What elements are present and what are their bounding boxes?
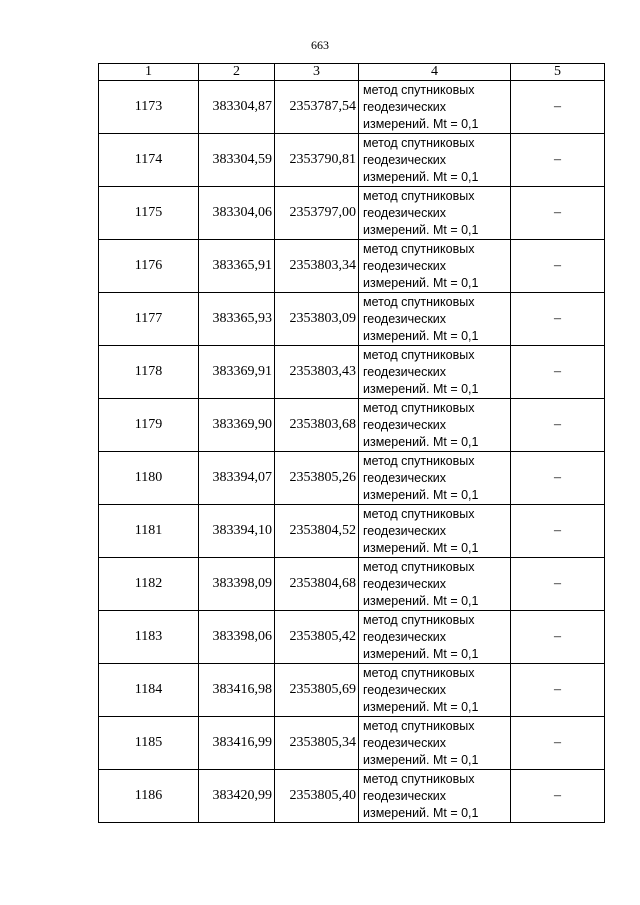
method-line: метод спутниковых — [363, 453, 475, 468]
y-coordinate-cell: 2353805,69 — [275, 664, 359, 717]
method-line: метод спутниковых — [363, 294, 475, 309]
x-coordinate-cell: 383304,59 — [199, 134, 275, 187]
method-line: измерений. Mt = 0,1 — [363, 328, 479, 343]
table-row — [99, 452, 605, 505]
y-coordinate-cell: 2353805,34 — [275, 717, 359, 770]
x-coordinate-cell: 383420,99 — [199, 770, 275, 823]
method-cell — [359, 770, 511, 823]
y-coordinate-cell: 2353803,09 — [275, 293, 359, 346]
method-line: метод спутниковых — [363, 241, 475, 256]
method-cell — [359, 399, 511, 452]
x-coordinate-cell: 383369,90 — [199, 399, 275, 452]
note-cell: – — [511, 240, 605, 293]
x-coordinate-cell: 383304,06 — [199, 187, 275, 240]
method-line: геодезических — [363, 99, 447, 114]
method-cell — [359, 611, 511, 664]
method-line: метод спутниковых — [363, 665, 475, 680]
coordinates-table — [98, 63, 605, 823]
method-cell — [359, 558, 511, 611]
method-line: измерений. Mt = 0,1 — [363, 646, 479, 661]
table-row — [99, 558, 605, 611]
method-line: метод спутниковых — [363, 506, 475, 521]
y-coordinate-cell: 2353797,00 — [275, 187, 359, 240]
note-cell: – — [511, 717, 605, 770]
method-line: измерений. Mt = 0,1 — [363, 540, 479, 555]
point-number-cell: 1185 — [99, 717, 199, 770]
note-cell: – — [511, 399, 605, 452]
x-coordinate-cell: 383394,07 — [199, 452, 275, 505]
method-line: геодезических — [363, 205, 447, 220]
method-line: метод спутниковых — [363, 400, 475, 415]
y-coordinate-cell: 2353790,81 — [275, 134, 359, 187]
y-coordinate-cell: 2353805,42 — [275, 611, 359, 664]
method-line: геодезических — [363, 735, 447, 750]
table-body — [99, 81, 605, 823]
method-cell — [359, 505, 511, 558]
method-line: измерений. Mt = 0,1 — [363, 487, 479, 502]
method-cell — [359, 664, 511, 717]
method-line: измерений. Mt = 0,1 — [363, 434, 479, 449]
method-line: измерений. Mt = 0,1 — [363, 222, 479, 237]
method-line: метод спутниковых — [363, 347, 475, 362]
method-cell — [359, 452, 511, 505]
table-row — [99, 81, 605, 134]
note-cell: – — [511, 346, 605, 399]
x-coordinate-cell: 383416,99 — [199, 717, 275, 770]
method-line: геодезических — [363, 364, 447, 379]
method-line: метод спутниковых — [363, 718, 475, 733]
table-row — [99, 770, 605, 823]
method-line: геодезических — [363, 470, 447, 485]
note-cell: – — [511, 452, 605, 505]
method-line: геодезических — [363, 523, 447, 538]
method-line: геодезических — [363, 417, 447, 432]
method-line: измерений. Mt = 0,1 — [363, 169, 479, 184]
table-row — [99, 134, 605, 187]
header-col-5: 5 — [511, 64, 605, 81]
method-line: геодезических — [363, 258, 447, 273]
y-coordinate-cell: 2353805,26 — [275, 452, 359, 505]
point-number-cell: 1186 — [99, 770, 199, 823]
table-row — [99, 717, 605, 770]
table-row — [99, 664, 605, 717]
method-line: измерений. Mt = 0,1 — [363, 699, 479, 714]
y-coordinate-cell: 2353787,54 — [275, 81, 359, 134]
page-number: 663 — [311, 38, 329, 52]
method-line: геодезических — [363, 152, 447, 167]
x-coordinate-cell: 383369,91 — [199, 346, 275, 399]
note-cell: – — [511, 187, 605, 240]
point-number-cell: 1180 — [99, 452, 199, 505]
method-line: метод спутниковых — [363, 188, 475, 203]
note-cell: – — [511, 664, 605, 717]
note-cell: – — [511, 134, 605, 187]
point-number-cell: 1183 — [99, 611, 199, 664]
method-line: метод спутниковых — [363, 612, 475, 627]
method-line: измерений. Mt = 0,1 — [363, 381, 479, 396]
x-coordinate-cell: 383398,09 — [199, 558, 275, 611]
method-cell — [359, 81, 511, 134]
point-number-cell: 1173 — [99, 81, 199, 134]
method-cell — [359, 240, 511, 293]
y-coordinate-cell: 2353803,43 — [275, 346, 359, 399]
x-coordinate-cell: 383398,06 — [199, 611, 275, 664]
x-coordinate-cell: 383365,93 — [199, 293, 275, 346]
method-line: измерений. Mt = 0,1 — [363, 275, 479, 290]
method-line: метод спутниковых — [363, 771, 475, 786]
table-header-row — [99, 64, 605, 81]
method-cell — [359, 346, 511, 399]
x-coordinate-cell: 383416,98 — [199, 664, 275, 717]
method-line: измерений. Mt = 0,1 — [363, 752, 479, 767]
table-row — [99, 346, 605, 399]
point-number-cell: 1174 — [99, 134, 199, 187]
note-cell: – — [511, 293, 605, 346]
note-cell: – — [511, 505, 605, 558]
y-coordinate-cell: 2353803,34 — [275, 240, 359, 293]
point-number-cell: 1179 — [99, 399, 199, 452]
point-number-cell: 1181 — [99, 505, 199, 558]
method-line: геодезических — [363, 629, 447, 644]
note-cell: – — [511, 558, 605, 611]
method-line: измерений. Mt = 0,1 — [363, 805, 479, 820]
method-line: метод спутниковых — [363, 559, 475, 574]
y-coordinate-cell: 2353805,40 — [275, 770, 359, 823]
method-line: геодезических — [363, 576, 447, 591]
x-coordinate-cell: 383304,87 — [199, 81, 275, 134]
header-col-3: 3 — [275, 64, 359, 81]
table-row — [99, 240, 605, 293]
method-line: геодезических — [363, 682, 447, 697]
header-col-1: 1 — [99, 64, 199, 81]
note-cell: – — [511, 81, 605, 134]
point-number-cell: 1175 — [99, 187, 199, 240]
x-coordinate-cell: 383394,10 — [199, 505, 275, 558]
method-line: геодезических — [363, 311, 447, 326]
header-col-2: 2 — [199, 64, 275, 81]
method-line: метод спутниковых — [363, 135, 475, 150]
table-row — [99, 187, 605, 240]
method-line: измерений. Mt = 0,1 — [363, 116, 479, 131]
header-col-4: 4 — [359, 64, 511, 81]
x-coordinate-cell: 383365,91 — [199, 240, 275, 293]
point-number-cell: 1182 — [99, 558, 199, 611]
y-coordinate-cell: 2353803,68 — [275, 399, 359, 452]
method-cell — [359, 717, 511, 770]
note-cell: – — [511, 770, 605, 823]
method-cell — [359, 134, 511, 187]
point-number-cell: 1178 — [99, 346, 199, 399]
table-row — [99, 293, 605, 346]
table-row — [99, 505, 605, 558]
point-number-cell: 1177 — [99, 293, 199, 346]
table-row — [99, 611, 605, 664]
method-cell — [359, 187, 511, 240]
method-line: измерений. Mt = 0,1 — [363, 593, 479, 608]
point-number-cell: 1176 — [99, 240, 199, 293]
y-coordinate-cell: 2353804,68 — [275, 558, 359, 611]
note-cell: – — [511, 611, 605, 664]
method-cell — [359, 293, 511, 346]
point-number-cell: 1184 — [99, 664, 199, 717]
method-line: геодезических — [363, 788, 447, 803]
table-row — [99, 399, 605, 452]
method-line: метод спутниковых — [363, 82, 475, 97]
y-coordinate-cell: 2353804,52 — [275, 505, 359, 558]
